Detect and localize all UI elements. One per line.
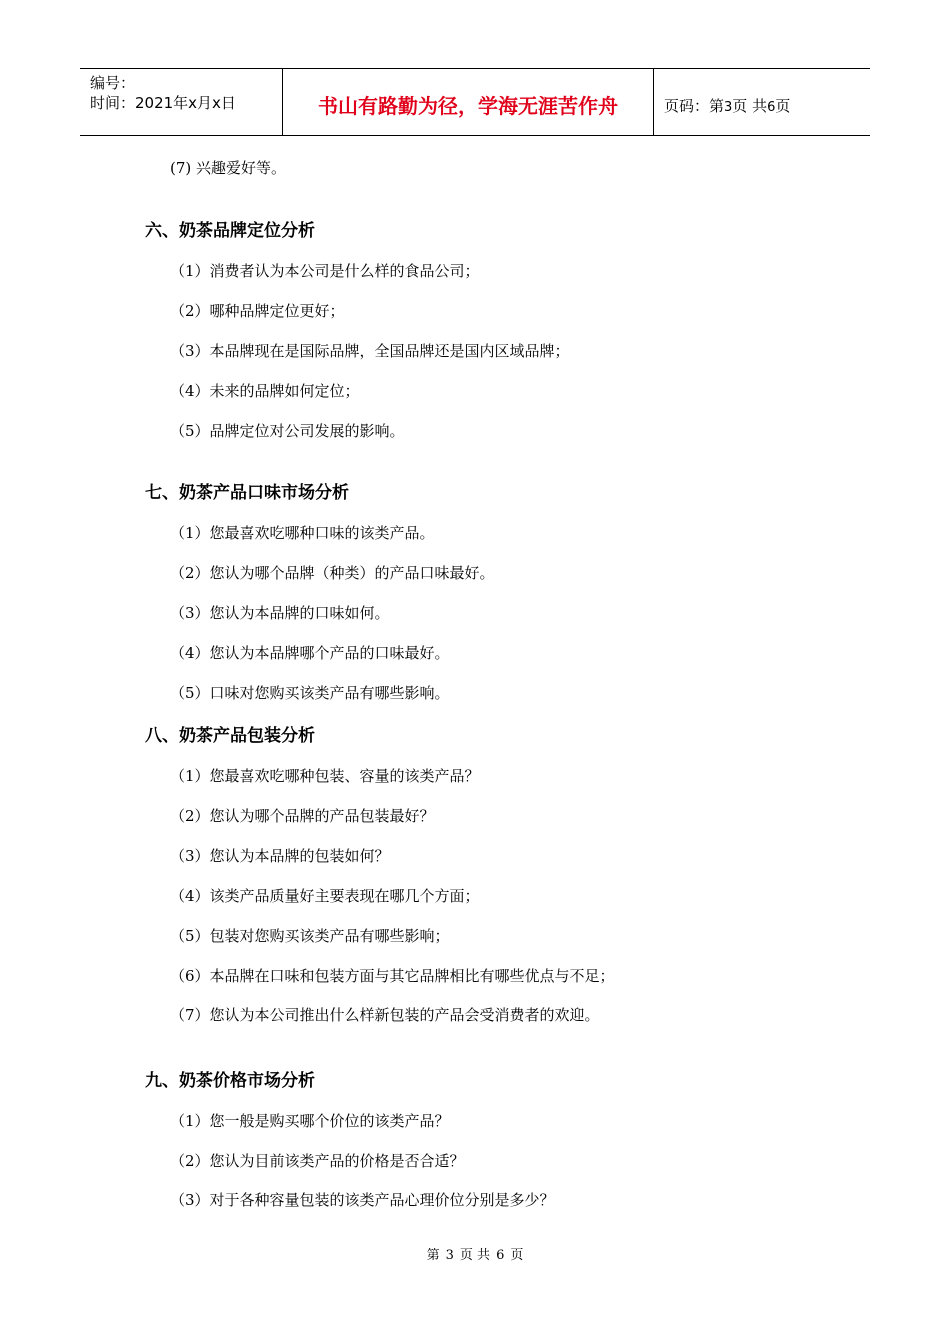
- footer-mid: 页 共: [459, 1248, 491, 1263]
- footer-page-current: 3: [445, 1248, 454, 1263]
- list-item: （3）本品牌现在是国际品牌，全国品牌还是国内区域品牌；: [170, 342, 570, 360]
- list-item: （2）哪种品牌定位更好；: [170, 302, 345, 320]
- list-item: （7）您认为本公司推出什么样新包装的产品会受消费者的欢迎。: [170, 1006, 600, 1024]
- section-heading: 六、奶茶品牌定位分析: [145, 221, 315, 241]
- list-item: （5）包装对您购买该类产品有哪些影响；: [170, 927, 450, 945]
- footer-suffix: 页: [510, 1248, 524, 1263]
- list-item: （1）您最喜欢吃哪种包装、容量的该类产品？: [170, 767, 480, 785]
- list-item: （2）您认为哪个品牌的产品包装最好？: [170, 807, 435, 825]
- section-heading: 九、奶茶价格市场分析: [145, 1071, 315, 1091]
- list-item: （1）您最喜欢吃哪种口味的该类产品。: [170, 524, 435, 542]
- header-page-indicator: [654, 69, 870, 135]
- list-item: （2）您认为目前该类产品的价格是否合适？: [170, 1152, 465, 1170]
- list-item: （5）口味对您购买该类产品有哪些影响。: [170, 684, 450, 702]
- header-page-current: 3: [724, 100, 733, 115]
- list-item: (7) 兴趣爱好等。: [170, 159, 287, 177]
- list-item: （1）消费者认为本公司是什么样的食品公司；: [170, 262, 480, 280]
- list-item: （3）对于各种容量包装的该类产品心理价位分别是多少？: [170, 1191, 555, 1209]
- footer-prefix: 第: [426, 1248, 440, 1263]
- header-page-mid: 页 共: [732, 97, 768, 115]
- list-item: （2）您认为哪个品牌（种类）的产品口味最好。: [170, 564, 495, 582]
- page-footer: [0, 1247, 950, 1265]
- header-page-prefix: 页码：第: [664, 97, 725, 115]
- section-heading: 七、奶茶产品口味市场分析: [145, 483, 349, 503]
- list-item: （4）该类产品质量好主要表现在哪几个方面；: [170, 887, 480, 905]
- list-item: （1）您一般是购买哪个价位的该类产品？: [170, 1112, 450, 1130]
- list-item: （4）您认为本品牌哪个产品的口味最好。: [170, 644, 450, 662]
- list-item: （5）品牌定位对公司发展的影响。: [170, 422, 405, 440]
- header-page-total: 6: [767, 100, 776, 115]
- section-heading: 八、奶茶产品包装分析: [145, 726, 315, 746]
- document-time-label: 时间：2021年x月x日: [90, 94, 236, 112]
- list-item: （3）您认为本品牌的口味如何。: [170, 604, 390, 622]
- footer-page-total: 6: [496, 1248, 505, 1263]
- header-page-suffix: 页: [775, 97, 791, 115]
- list-item: （6）本品牌在口味和包装方面与其它品牌相比有哪些优点与不足；: [170, 967, 615, 985]
- document-number-label: 编号：: [90, 74, 136, 92]
- list-item: （3）您认为本品牌的包装如何？: [170, 847, 390, 865]
- list-item: （4）未来的品牌如何定位；: [170, 382, 360, 400]
- page-header: [80, 68, 870, 136]
- header-meta: [80, 69, 282, 135]
- header-motto: 书山有路勤为径，学海无涯苦作舟: [282, 69, 654, 135]
